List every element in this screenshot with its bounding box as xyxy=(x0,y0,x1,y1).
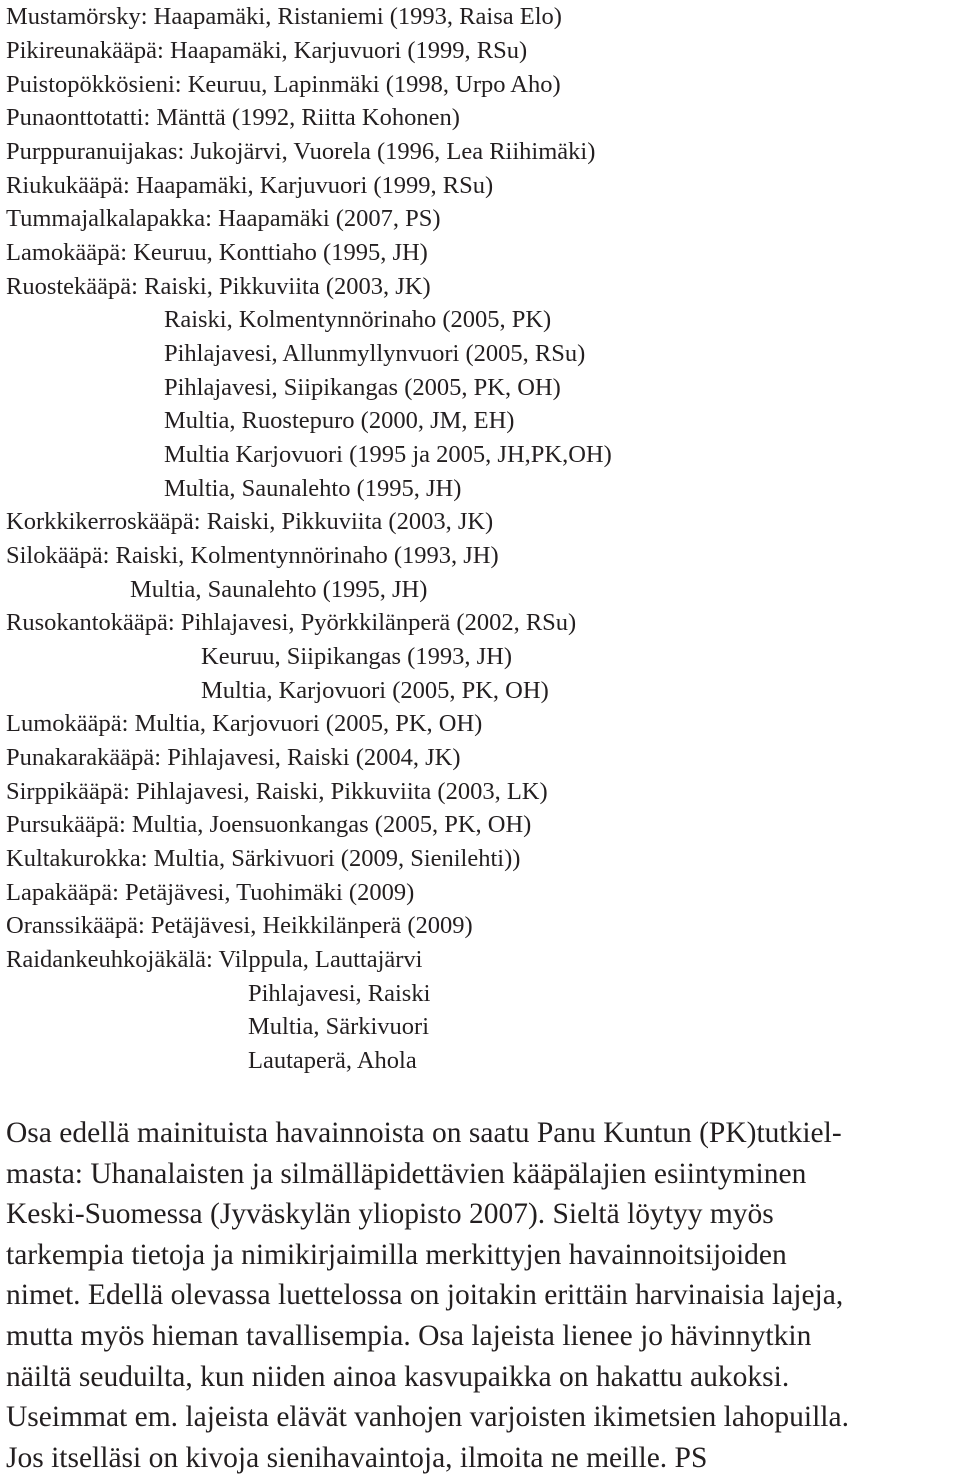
record-line: Ruostekääpä: Raiski, Pikkuviita (2003, JK) xyxy=(6,273,431,300)
record-line-continuation: Pihlajavesi, Siipikangas (2005, PK, OH) xyxy=(164,374,561,401)
record-line-continuation: Keuruu, Siipikangas (1993, JH) xyxy=(201,643,512,670)
record-line: Lumokääpä: Multia, Karjovuori (2005, PK, OH) xyxy=(6,710,483,737)
record-line-continuation: Multia, Särkivuori xyxy=(248,1013,430,1040)
record-line: Pursukääpä: Multia, Joensuonkangas (2005, PK, OH) xyxy=(6,811,532,838)
record-line: Mustamörsky: Haapamäki, Ristaniemi (1993, Raisa Elo) xyxy=(6,3,562,30)
record-line: Punakarakääpä: Pihlajavesi, Raiski (2004, JK) xyxy=(6,744,461,771)
record-line-continuation: Multia, Ruostepuro (2000, JM, EH) xyxy=(164,407,515,434)
footnote-line: Jos itselläsi on kivoja sienihavaintoja, ilmoita ne meille. PS xyxy=(6,1441,708,1474)
footnote-paragraph xyxy=(6,1113,956,1478)
record-line: Raidankeuhkojäkälä: Vilppula, Lauttajärvi xyxy=(6,946,423,973)
footnote-line: tarkempia tietoja ja nimikirjaimilla merkittyjen havainnoitsijoiden xyxy=(6,1238,787,1271)
record-line-continuation: Pihlajavesi, Allunmyllynvuori (2005, RSu) xyxy=(164,340,586,367)
record-line: Puistopökkösieni: Keuruu, Lapinmäki (1998, Urpo Aho) xyxy=(6,71,561,98)
footnote-line: Useimmat em. lajeista elävät vanhojen varjoisten ikimetsien lahopuilla. xyxy=(6,1401,849,1434)
record-line: Purppuranuijakas: Jukojärvi, Vuorela (1996, Lea Riihimäki) xyxy=(6,138,596,165)
record-line: Lamokääpä: Keuruu, Konttiaho (1995, JH) xyxy=(6,239,428,266)
footnote-line: masta: Uhanalaisten ja silmälläpidettävien kääpälajien esiintyminen xyxy=(6,1157,807,1190)
record-line: Riukukääpä: Haapamäki, Karjuvuori (1999, RSu) xyxy=(6,172,494,199)
record-line: Korkkikerroskääpä: Raiski, Pikkuviita (2003, JK) xyxy=(6,508,494,535)
record-line: Pikireunakääpä: Haapamäki, Karjuvuori (1999, RSu) xyxy=(6,37,528,64)
record-line-continuation: Multia, Karjovuori (2005, PK, OH) xyxy=(201,677,549,704)
record-line: Sirppikääpä: Pihlajavesi, Raiski, Pikkuviita (2003, LK) xyxy=(6,778,548,805)
footnote-line: Osa edellä mainituista havainnoista on saatu Panu Kuntun (PK)tutkiel- xyxy=(6,1117,842,1149)
footnote-line: mutta myös hieman tavallisempia. Osa lajeista lienee jo hävinnytkin xyxy=(6,1319,812,1352)
record-line: Silokääpä: Raiski, Kolmentynnörinaho (1993, JH) xyxy=(6,542,499,569)
record-line-continuation: Raiski, Kolmentynnörinaho (2005, PK) xyxy=(164,306,552,333)
record-line: Punaonttotatti: Mänttä (1992, Riitta Kohonen) xyxy=(6,104,460,131)
footnote-line: Keski-Suomessa (Jyväskylän yliopisto 2007). Sieltä löytyy myös xyxy=(6,1198,774,1231)
footnote-line: näiltä seuduilta, kun niiden ainoa kasvupaikka on hakattu aukoksi. xyxy=(6,1360,790,1393)
footnote-line: nimet. Edellä olevassa luettelossa on joitakin erittäin harvinaisia lajeja, xyxy=(6,1279,844,1312)
record-line: Kultakurokka: Multia, Särkivuori (2009, Sienilehti)) xyxy=(6,845,521,872)
record-line: Oranssikääpä: Petäjävesi, Heikkilänperä (2009) xyxy=(6,912,473,939)
record-line-continuation: Multia, Saunalehto (1995, JH) xyxy=(130,576,428,603)
record-line-continuation: Multia, Saunalehto (1995, JH) xyxy=(164,475,462,502)
record-line-continuation: Multia Karjovuori (1995 ja 2005, JH,PK,OH) xyxy=(164,441,612,468)
record-line-continuation: Pihlajavesi, Raiski xyxy=(248,980,431,1007)
record-line: Tummajalkalapakka: Haapamäki (2007, PS) xyxy=(6,205,441,232)
record-line: Lapakääpä: Petäjävesi, Tuohimäki (2009) xyxy=(6,879,415,906)
record-line-continuation: Lautaperä, Ahola xyxy=(248,1047,417,1074)
record-line: Rusokantokääpä: Pihlajavesi, Pyörkkilänperä (2002, RSu) xyxy=(6,609,577,636)
